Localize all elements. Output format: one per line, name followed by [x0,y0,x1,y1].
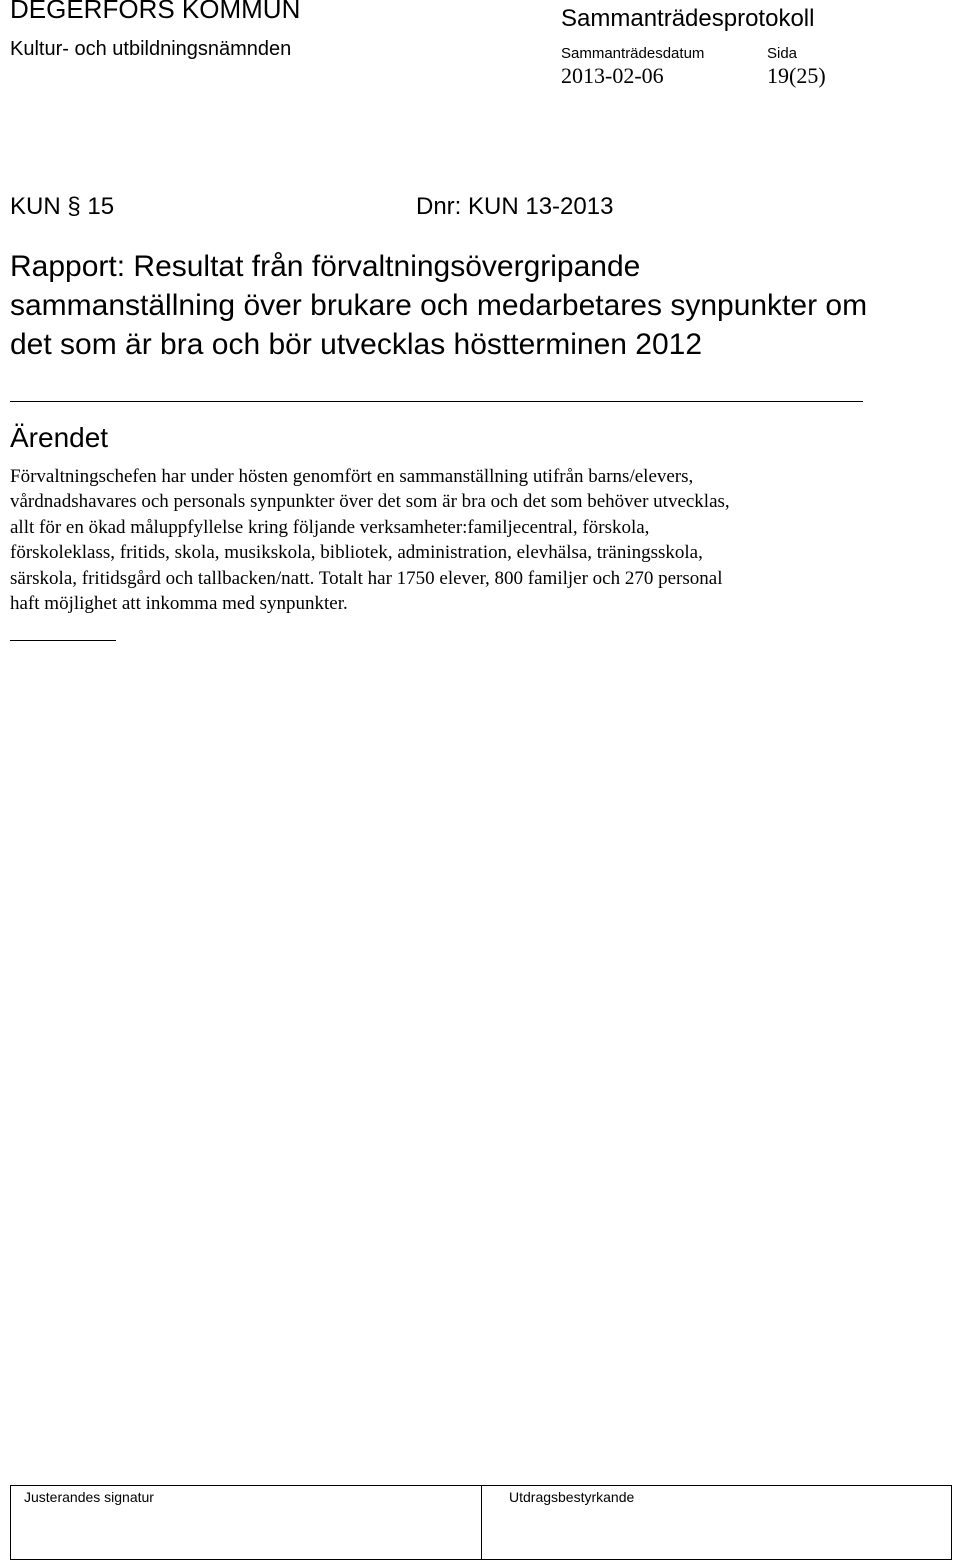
item-title: Rapport: Resultat från förvaltningsövergripande sammanställning över brukare och medarbetares synpunkter om det som är bra och bör utvecklas höstterminen 2012 [10,250,868,361]
organization-name: DEGERFORS KOMMUN [10,0,301,24]
department-name: Kultur- och utbildningsnämnden [10,38,292,60]
meeting-date: 2013-02-06 [561,63,664,88]
reference-number: Dnr: KUN 13-2013 [416,193,614,220]
page-number: 19(25) [767,63,826,88]
signature-label: Justerandes signatur [24,1489,154,1505]
paragraph-number: KUN § 15 [10,193,115,220]
body-paragraph: Förvaltningschefen har under hösten genomfört en sammanställning utifrån barns/elevers, vårdnadshavares och personals synpunkter över det som är bra och det som behöver utvecklas, allt för en ökad måluppfyllelse kring följande verksamheter:familjecentral, förskola, förskoleklass, fritids, skola, musikskola, bibliotek, administration, elevhälsa, träningsskola, särskola, fritidsgård och tallbacken/natt. Totalt har 1750 elever, 800 familjer och 270 personal haft möjlighet att inkomma med synpunkter. [10,466,730,615]
page-label: Sida [767,45,798,62]
certification-label: Utdragsbestyrkande [509,1489,635,1505]
title-underline [10,401,863,402]
signature-box-divider [481,1485,482,1560]
section-end-rule [10,640,116,641]
document-type: Sammanträdesprotokoll [561,5,815,32]
section-heading: Ärendet [10,422,109,453]
meeting-date-label: Sammanträdesdatum [561,45,705,62]
